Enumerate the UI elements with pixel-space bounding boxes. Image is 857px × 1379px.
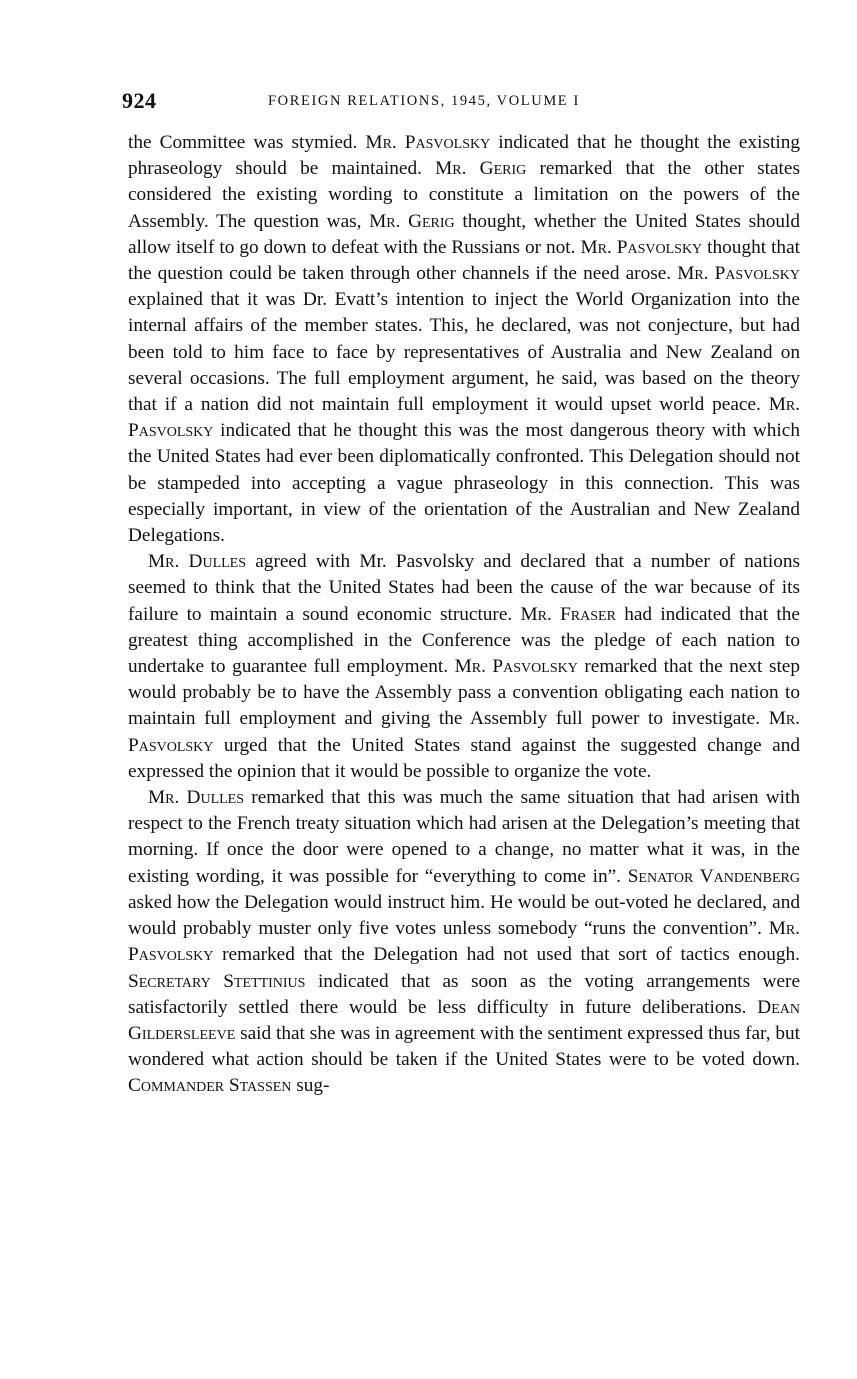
text-run: said that she was in agreement with the sentiment expressed thus far, but wondered what action should be taken if the United States were to be voted down. — [128, 1022, 800, 1071]
speaker-name: Mr. Pasvolsky — [128, 394, 800, 442]
text-run: asked how the Delegation would instruct him. He would be out-voted he declared, and would probably muster only five votes unless somebody “runs the convention”. — [128, 891, 800, 940]
speaker-name: Dean Gildersleeve — [128, 996, 800, 1044]
speaker-name: Mr. Dulles — [148, 551, 247, 573]
speaker-name: Mr. Gerig — [435, 158, 527, 180]
speaker-name: Mr. Pasvolsky — [677, 263, 800, 285]
speaker-name: Mr. Pasvolsky — [365, 132, 491, 153]
paragraph-3 — [128, 785, 800, 1099]
text-run: indicated that he thought this was the most dangerous theory with which the United States had ever been diplomatically confronted. This Delegation should not be stampeded into accepting a vague phraseology in this connection. This was especially important, in view of the orientation of the Australian and New Zealand Delegations. — [128, 420, 800, 547]
text-run: remarked that the next step would probably be to have the Assembly pass a convention obligating each nation to maintain full employment and giving the Assembly full power to investigate. — [128, 656, 800, 730]
paragraph-2 — [128, 549, 800, 785]
speaker-name: Mr. Pasvolsky — [128, 918, 800, 966]
text-run: thought that the question could be taken through other channels if the need arose. — [128, 236, 800, 285]
document-page — [122, 88, 801, 1100]
text-run: remarked that this was much the same situation that had arisen with respect to the French treaty situation which had arisen at the Delegation’s meeting that morning. If once the door were opened to a change, no matter what it was, in the existing wording, it was possible for “everything to come in”. — [128, 787, 800, 887]
speaker-name: Mr. Pasvolsky — [128, 708, 800, 756]
text-run: agreed with Mr. Pasvolsky and declared that a number of nations seemed to think that the United States had been the cause of the war because of its failure to maintain a sound economic structure. — [128, 551, 800, 625]
speaker-name: Mr. Gerig — [369, 210, 455, 232]
speaker-name: Mr. Pasvolsky — [580, 236, 703, 258]
text-run: had indicated that the greatest thing accomplished in the Conference was the pledge of each nation to undertake to guarantee full employment. — [128, 603, 800, 678]
running-head — [122, 88, 800, 118]
page-number: 924 — [122, 88, 157, 113]
text-run: indicated that he thought the existing phraseology should be maintained. — [128, 132, 800, 180]
text-run: urged that the United States stand against the suggested change and expressed the opinion that it would be possible to organize the vote. — [128, 734, 800, 782]
text-run: remarked that the Delegation had not used that sort of tactics enough. — [213, 944, 800, 966]
text-run: explained that it was Dr. Evatt’s intention to inject the World Organization into the internal affairs of the member states. This, he declared, was not conjecture, but had been told to him face to face by representatives of Australia and New Zealand on several occasions. The full employment argument, he said, was based on the theory that if a nation did not maintain full employment it would upset world peace. — [128, 289, 800, 416]
text-run: indicated that as soon as the voting arrangements were satisfactorily settled there would be less difficulty in future deliberations. — [128, 970, 801, 1018]
text-run: the Committee was stymied. — [128, 132, 366, 153]
text-run: thought, whether the United States should allow itself to go down to defeat with the Russians or not. — [128, 210, 800, 258]
body-text — [128, 130, 800, 1100]
text-run: sug- — [291, 1075, 330, 1097]
text-run: remarked that the other states considered the existing wording to constitute a limitation on the powers of the Assembly. The question was, — [128, 158, 800, 232]
running-title: FOREIGN RELATIONS, 1945, VOLUME I — [268, 93, 580, 109]
speaker-name: Secretary Stettinius — [128, 970, 306, 992]
speaker-name: Mr. Dulles — [148, 787, 245, 809]
speaker-name: Mr. Pasvolsky — [454, 656, 578, 678]
paragraph-1 — [128, 130, 800, 549]
speaker-name: Mr. Fraser — [520, 603, 616, 625]
speaker-name: Commander Stassen — [128, 1075, 292, 1097]
speaker-name: Senator Vandenberg — [627, 865, 800, 887]
